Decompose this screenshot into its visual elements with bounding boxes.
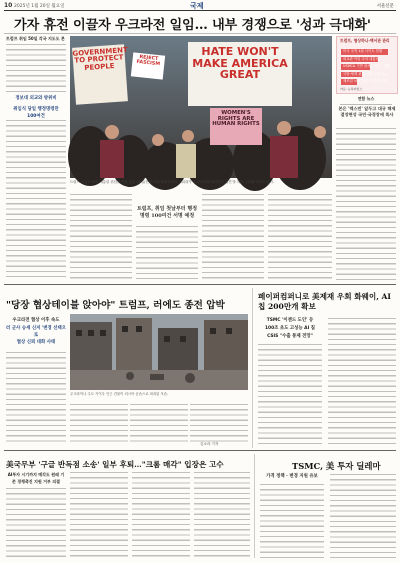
- story2-subhead-1: 우크라전 협상 이후 속도: [12, 318, 60, 323]
- side-rule: [340, 104, 392, 105]
- side-label: 연합 뉴스: [357, 96, 375, 101]
- story2-headline: "당장 협상테이블 앉아야" 트럼프, 러에도 종전 압박: [6, 300, 225, 311]
- story2-subhead-2: 러 군사 승세 신저 '변경 선택으로: [6, 326, 66, 338]
- chart-bar-1: [341, 49, 388, 55]
- section-rule-1: [4, 284, 396, 285]
- story4-body-d: [194, 472, 250, 558]
- story5-headline: TSMC, 美 투자 딜레마: [292, 461, 381, 471]
- headline-rule: [4, 33, 396, 34]
- story2-body-c: [130, 404, 188, 442]
- story4-headline: 美국무부 '구글 반독점 소송' 일부 후퇴…"크롬 매각" 입장은 고수: [6, 460, 224, 469]
- story1-subhead-1: 정보대 외교와 방위비: [15, 96, 57, 101]
- section-title: 국제: [190, 2, 204, 10]
- story3-subhead-3: CSIS "수출 통제 전망": [267, 334, 313, 339]
- story2-subhead-3: 협상 신뢰 대화 사태: [16, 340, 56, 345]
- chart-bar-3: [341, 64, 391, 70]
- chart-bar-label-5: 제조업 보호 사업 기업과 관계: [343, 79, 387, 84]
- chart-bar-2: [341, 57, 378, 63]
- story2-body-b: [70, 404, 128, 442]
- story1-side-body: [336, 128, 396, 280]
- chart-bar-label-3: USMCA 기반 관세 · 관세 · 경제: [343, 64, 391, 69]
- chart-bar-5: [341, 79, 387, 85]
- story1-body-1: [6, 44, 66, 92]
- story4-body-a: [6, 488, 66, 558]
- protest-sign-reject: REJECT FASCISM: [131, 52, 165, 79]
- column-divider: [252, 288, 253, 448]
- chart-title: 트럼프, 협상하나·백서관 관리: [340, 38, 390, 43]
- story5-subhead: 가격 정책 · 변경 지원 유보: [266, 474, 318, 479]
- column-divider-2: [254, 454, 255, 558]
- chart-bar-label-2: 외교관 이임 수석 대통령: [343, 56, 379, 61]
- story3-subhead-1: TSMC '이젠드 도인' 등: [266, 318, 314, 323]
- chart-source: 자료: 뉴욕타임스: [340, 87, 363, 92]
- story1-inline-quote: 트럼프, 취임 첫날부터 행정명령 100여건 서명 예정: [136, 206, 198, 219]
- story1-col-b: [136, 226, 198, 280]
- issue-date: 2025년 1월 20일 월요일: [14, 4, 65, 9]
- chart-bar-4: [341, 71, 388, 78]
- story3-headline: 페이퍼컴퍼니로 美제재 우회 화웨이, AI칩 200만개 확보: [258, 292, 391, 311]
- chart-bar-label-4: 국방·세계 관계 경쟁 산업·신분: [343, 71, 388, 76]
- story4-body-c: [132, 472, 190, 558]
- protest-sign-hate: HATE WON'T MAKE AMERICA GREAT: [188, 42, 292, 106]
- protest-photo: [70, 36, 332, 178]
- story3-body-a: [258, 344, 322, 444]
- side-quote: 본은 '렉스먼' 앞두고 대규 해제 결장현성 국민·국경장애 특사: [338, 106, 396, 117]
- story1-subhead-2: 취임식 당일 행정명령만 100여건: [13, 107, 59, 119]
- page-number: 10: [4, 2, 13, 9]
- story2-body-a: [6, 352, 66, 442]
- story1-col-d: [268, 194, 332, 280]
- story1-headline: 가자 휴전 이끌자 우크라전 일임… 내부 경쟁으로 '성과 극대화': [14, 18, 371, 33]
- section-rule-2: [4, 450, 396, 451]
- ruins-photo-caption: 우크라이나 수도 키이우 인근 건물이 러시아 공습으로 파괴된 모습.: [70, 392, 169, 396]
- protest-sign-government: GOVERNMENT TO PROTECT PEOPLE: [72, 44, 128, 104]
- story4-subhead: AI투자 시기까지 매각도 원래 기존 경쟁촉진 지원 거부 의결: [7, 472, 65, 484]
- story5-body-b: [330, 474, 396, 558]
- story3-body-b: [328, 318, 396, 444]
- ruins-photo: [70, 314, 248, 390]
- story5-body-a: [260, 484, 324, 558]
- story3-subhead-2: 100조 초도 고성능 AI 칩: [264, 326, 315, 331]
- protest-photo-caption: 트럼프 도널드 미국 대통령 취임을 이틀 앞둔 18일(현지시간) 워싱턴에서 시위대가 '트럼프에게 항의하는 행진'을 하며 구호를 외치고 있다.: [70, 180, 275, 184]
- story1-col-a: [70, 194, 132, 280]
- story1-col-c: [202, 194, 264, 280]
- story1-chart: [336, 36, 398, 94]
- chart-bar-label-1: 미국 국적 1위 사이트 현황: [343, 49, 383, 53]
- story1-body-2: [6, 120, 66, 280]
- story1-kicker: 트럼프 취임 50일 각국 지도도 본: [6, 36, 65, 41]
- protest-sign-womens-rights: WOMEN'S RIGHTS ARE HUMAN RIGHTS: [210, 108, 262, 145]
- masthead-rule: [4, 10, 396, 11]
- story2-body-d: [190, 404, 248, 442]
- newspaper-brand: 서울신문: [376, 4, 394, 9]
- ruins-photo-graphic: [70, 314, 248, 390]
- story4-body-b: [70, 472, 128, 558]
- story2-byline: 김소라 기자: [200, 442, 219, 446]
